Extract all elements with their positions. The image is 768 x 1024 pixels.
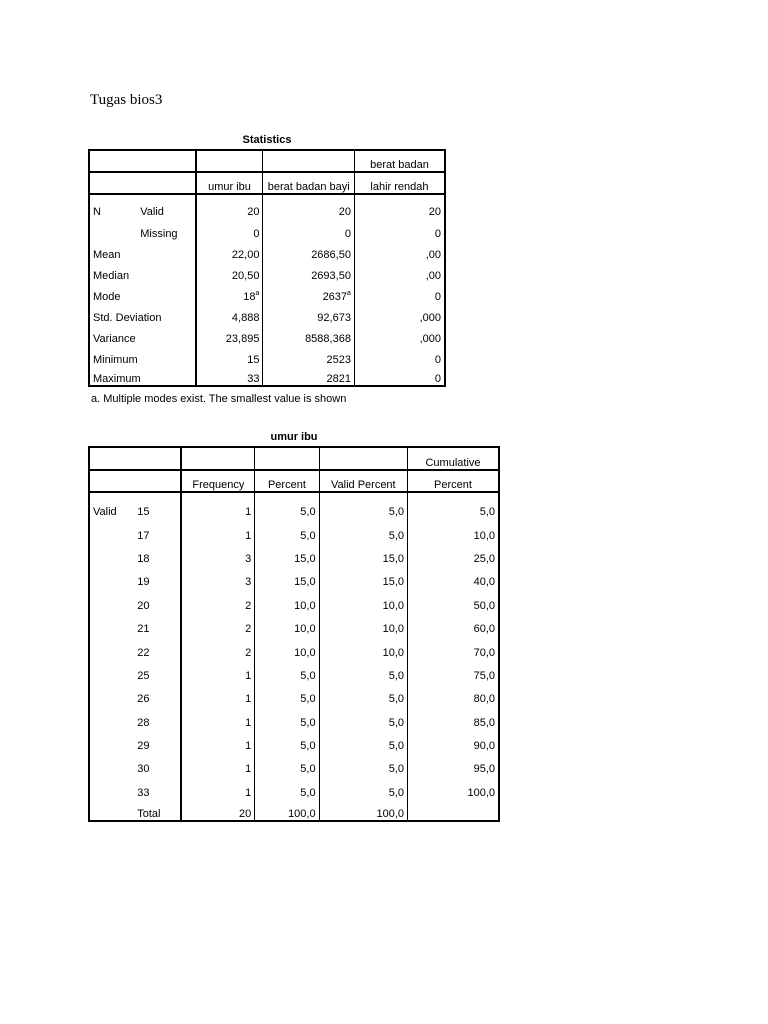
stat-row-sublabel [137, 345, 195, 366]
freq-header-frequency: Frequency [181, 470, 254, 492]
freq-value: 15 [134, 492, 181, 518]
stat-header-berat-badan-line2: lahir rendah [354, 172, 445, 194]
freq-cumulative-percent [408, 799, 499, 821]
freq-percent: 10,0 [255, 588, 319, 612]
freq-percent: 5,0 [255, 518, 319, 542]
freq-frequency: 1 [181, 705, 254, 729]
freq-cumulative-percent: 50,0 [408, 588, 499, 612]
freq-frequency: 20 [181, 799, 254, 821]
frequency-row [89, 565, 499, 588]
freq-percent: 5,0 [255, 775, 319, 799]
frequency-row [89, 542, 499, 565]
stat-value-bblr: 0 [354, 366, 445, 386]
freq-value: 29 [134, 729, 181, 752]
freq-frequency: 1 [181, 659, 254, 682]
freq-cumulative-percent: 75,0 [408, 659, 499, 682]
stat-row-label [89, 218, 137, 240]
statistics-row [89, 218, 445, 240]
stat-row-label: Mean [93, 249, 121, 261]
stat-value-bblr: 0 [354, 282, 445, 303]
stat-value-berat-badan-bayi: 20 [263, 194, 355, 218]
statistics-caption: Statistics [242, 134, 292, 146]
stat-row-label: Maximum [93, 373, 141, 385]
freq-percent: 5,0 [255, 752, 319, 775]
stat-row-sublabel [137, 261, 195, 282]
freq-value: 22 [134, 635, 181, 659]
freq-cumulative-percent: 10,0 [408, 518, 499, 542]
freq-valid-percent: 5,0 [319, 518, 407, 542]
freq-percent: 5,0 [255, 705, 319, 729]
freq-valid-percent: 100,0 [319, 799, 407, 821]
freq-valid-percent: 5,0 [319, 705, 407, 729]
stat-row-sublabel [137, 240, 195, 261]
freq-percent: 5,0 [255, 682, 319, 705]
stat-value-bblr: ,000 [354, 303, 445, 324]
freq-cumulative-percent: 90,0 [408, 729, 499, 752]
freq-value: 28 [134, 705, 181, 729]
statistics-table [88, 149, 446, 387]
freq-percent: 5,0 [255, 729, 319, 752]
freq-cumulative-percent: 60,0 [408, 612, 499, 635]
footnote-marker: a [255, 290, 260, 297]
frequency-row [89, 682, 499, 705]
stat-value-bblr: 20 [354, 194, 445, 218]
frequency-row [89, 705, 499, 729]
frequency-row [89, 729, 499, 752]
stat-value-bblr: ,00 [354, 240, 445, 261]
stat-value-berat-badan-bayi: 2686,50 [263, 240, 355, 261]
stat-row-label: Median [93, 270, 130, 282]
freq-value: 33 [134, 775, 181, 799]
freq-frequency: 1 [181, 752, 254, 775]
stat-value-umur-ibu: 4,888 [196, 303, 263, 324]
freq-valid-percent: 5,0 [319, 752, 407, 775]
stat-row-label: Minimum [93, 354, 138, 366]
frequency-caption: umur ibu [270, 431, 318, 443]
stat-value-berat-badan-bayi: 92,673 [263, 303, 355, 324]
stat-value-umur-ibu: 15 [196, 345, 263, 366]
stat-value-umur-ibu: 33 [196, 366, 263, 386]
freq-percent: 10,0 [255, 635, 319, 659]
frequency-row [89, 799, 499, 821]
freq-percent: 15,0 [255, 565, 319, 588]
frequency-row [89, 752, 499, 775]
freq-frequency: 3 [181, 565, 254, 588]
stat-value-umur-ibu: 18$^a$ [196, 282, 263, 303]
freq-valid-percent: 15,0 [319, 565, 407, 588]
frequency-table [88, 446, 500, 822]
frequency-row [89, 588, 499, 612]
freq-cumulative-percent: 80,0 [408, 682, 499, 705]
freq-valid-percent: 10,0 [319, 588, 407, 612]
stat-value-umur-ibu: 23,895 [196, 324, 263, 345]
stat-value-bblr: ,000 [354, 324, 445, 345]
freq-frequency: 1 [181, 492, 254, 518]
statistics-row [89, 282, 445, 303]
stat-value-umur-ibu: 22,00 [196, 240, 263, 261]
statistics-row [89, 345, 445, 366]
stat-row-label: Std. Deviation [93, 312, 162, 324]
freq-value: Total [134, 799, 181, 821]
stat-row-label: N [93, 206, 101, 218]
footnote-marker: a [347, 290, 351, 297]
freq-cumulative-percent: 95,0 [408, 752, 499, 775]
freq-cumulative-percent: 70,0 [408, 635, 499, 659]
stat-value-bblr: 0 [354, 345, 445, 366]
freq-valid-percent: 10,0 [319, 612, 407, 635]
frequency-row [89, 492, 499, 518]
freq-header-percent: Percent [255, 470, 319, 492]
stat-header-umur-ibu: umur ibu [196, 172, 263, 194]
freq-cumulative-percent: 85,0 [408, 705, 499, 729]
frequency-row [89, 775, 499, 799]
freq-percent: 100,0 [255, 799, 319, 821]
freq-frequency: 1 [181, 775, 254, 799]
stat-value-umur-ibu: 20 [196, 194, 263, 218]
freq-value: 30 [134, 752, 181, 775]
freq-valid-percent: 5,0 [319, 492, 407, 518]
frequency-row [89, 659, 499, 682]
stat-value-berat-badan-bayi: 8588,368 [263, 324, 355, 345]
freq-value: 20 [134, 588, 181, 612]
freq-valid-percent: 15,0 [319, 542, 407, 565]
freq-frequency: 2 [181, 588, 254, 612]
freq-value: 25 [134, 659, 181, 682]
freq-value: 17 [134, 518, 181, 542]
stat-row-sublabel [137, 282, 195, 303]
statistics-row [89, 324, 445, 345]
stat-value-berat-badan-bayi: 2637$^a$ [263, 282, 355, 303]
frequency-row [89, 518, 499, 542]
freq-frequency: 3 [181, 542, 254, 565]
stat-row-sublabel [137, 324, 195, 345]
freq-value: 26 [134, 682, 181, 705]
freq-header-cumulative: Cumulative [408, 447, 499, 470]
freq-valid-label: Valid [93, 506, 117, 518]
freq-percent: 15,0 [255, 542, 319, 565]
freq-valid-percent: 10,0 [319, 635, 407, 659]
freq-valid-percent: 5,0 [319, 682, 407, 705]
freq-value: 21 [134, 612, 181, 635]
freq-valid-percent: 5,0 [319, 659, 407, 682]
stat-row-label: Variance [93, 333, 136, 345]
freq-percent: 5,0 [255, 659, 319, 682]
freq-valid-percent: 5,0 [319, 729, 407, 752]
freq-frequency: 1 [181, 729, 254, 752]
freq-value: 19 [134, 565, 181, 588]
stat-value-umur-ibu: 20,50 [196, 261, 263, 282]
stat-header-berat-badan-line1: berat badan [354, 150, 445, 172]
stat-value-umur-ibu: 0 [196, 218, 263, 240]
freq-cumulative-percent: 25,0 [408, 542, 499, 565]
freq-frequency: 2 [181, 612, 254, 635]
stat-value-berat-badan-bayi: 2693,50 [263, 261, 355, 282]
stat-value-berat-badan-bayi: 2821 [263, 366, 355, 386]
freq-frequency: 2 [181, 635, 254, 659]
stat-row-sublabel [137, 366, 195, 386]
statistics-row [89, 261, 445, 282]
freq-valid-percent: 5,0 [319, 775, 407, 799]
statistics-row [89, 366, 445, 386]
stat-value-bblr: 0 [354, 218, 445, 240]
freq-header-valid-percent: Valid Percent [319, 470, 407, 492]
stat-value-berat-badan-bayi: 0 [263, 218, 355, 240]
statistics-footnote: a. Multiple modes exist. The smallest value is shown [91, 393, 347, 405]
stat-value-berat-badan-bayi: 2523 [263, 345, 355, 366]
freq-percent: 10,0 [255, 612, 319, 635]
freq-frequency: 1 [181, 682, 254, 705]
stat-row-sublabel: Valid [137, 194, 195, 218]
statistics-row [89, 303, 445, 324]
stat-row-sublabel: Missing [137, 218, 195, 240]
document-title: Tugas bios3 [90, 92, 163, 108]
freq-cumulative-percent: 40,0 [408, 565, 499, 588]
freq-percent: 5,0 [255, 492, 319, 518]
freq-cumulative-percent: 5,0 [408, 492, 499, 518]
statistics-row [89, 194, 445, 218]
frequency-row [89, 635, 499, 659]
frequency-row [89, 612, 499, 635]
freq-value: 18 [134, 542, 181, 565]
freq-header-cumulative-percent: Percent [408, 470, 499, 492]
freq-cumulative-percent: 100,0 [408, 775, 499, 799]
freq-frequency: 1 [181, 518, 254, 542]
stat-row-label: Mode [93, 291, 121, 303]
stat-header-berat-badan-bayi: berat badan bayi [263, 172, 355, 194]
stat-value-bblr: ,00 [354, 261, 445, 282]
statistics-row [89, 240, 445, 261]
